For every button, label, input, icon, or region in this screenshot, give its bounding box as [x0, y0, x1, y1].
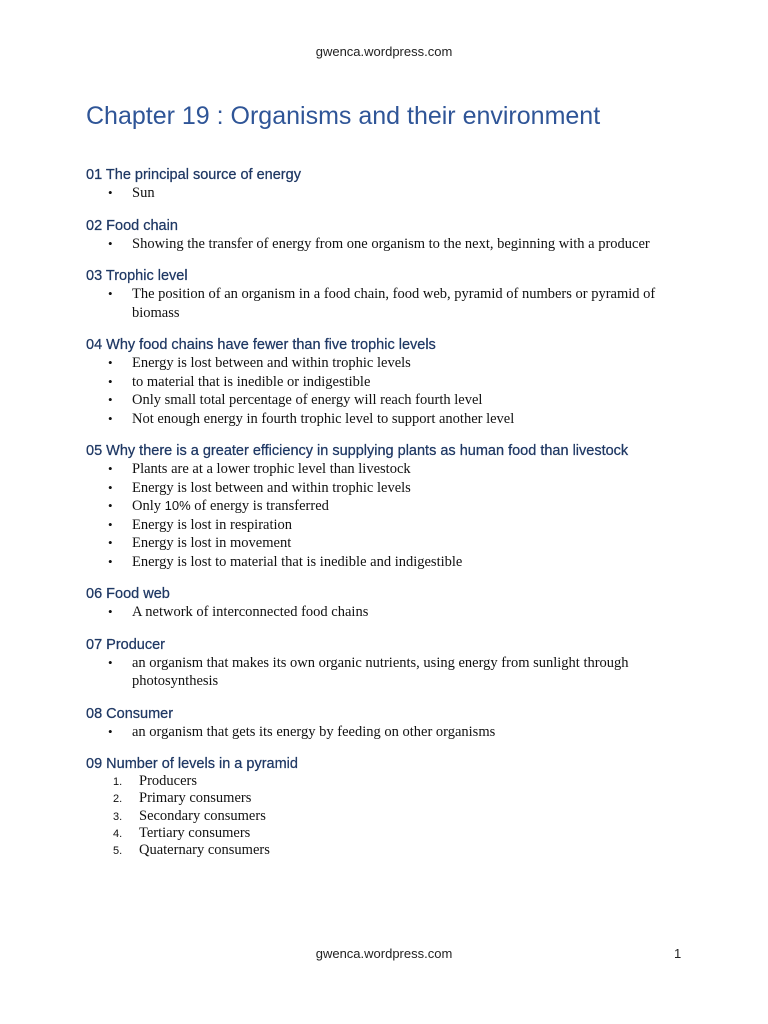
item-number: 2.	[113, 793, 123, 806]
bullet-icon: •	[108, 479, 113, 495]
page-header: gwenca.wordpress.com	[315, 44, 453, 59]
bullet-list	[86, 654, 686, 691]
bullet-list	[86, 460, 686, 571]
list-item-text-after: of energy is transferred	[190, 498, 329, 514]
bullet-list	[86, 723, 686, 742]
section-food-chain	[86, 217, 686, 254]
item-number: 3.	[113, 810, 123, 823]
list-item	[86, 391, 686, 410]
section-heading: 04 Why food chains have fewer than five trophic levels	[86, 337, 436, 353]
section-heading: 07 Producer	[86, 636, 165, 653]
bullet-icon: •	[108, 235, 113, 251]
section-heading: 09 Number of levels in a pyramid	[86, 756, 298, 772]
section-consumer	[86, 705, 686, 742]
list-item	[86, 479, 686, 498]
bullet-icon: •	[108, 723, 113, 739]
bullet-icon: •	[108, 286, 113, 301]
list-item	[86, 516, 686, 535]
page-number: 1	[674, 946, 682, 961]
list-item-text: A network of interconnected food chains	[132, 604, 369, 620]
section-heading: 02 Food chain	[86, 217, 178, 234]
list-item-text: an organism that makes its own organic nutrients, using energy from sunlight through photosynthesis	[132, 654, 629, 689]
page-footer: gwenca.wordpress.com	[315, 946, 453, 961]
numbered-item	[86, 773, 686, 790]
document-title: Chapter 19 : Organisms and their environment	[86, 102, 601, 130]
bullet-list	[86, 603, 686, 622]
section-heading: 03 Trophic level	[86, 268, 188, 284]
list-item-text-before: Only	[132, 498, 165, 514]
section-energy-source	[86, 166, 686, 203]
list-item-text: to material that is inedible or indigestible	[132, 373, 371, 390]
list-item-text: Energy is lost in respiration	[132, 516, 293, 533]
list-item-text: Not enough energy in fourth trophic level to support another level	[132, 410, 515, 427]
bullet-list	[86, 354, 686, 428]
bullet-icon: •	[108, 410, 113, 426]
list-item	[86, 373, 686, 392]
section-producer	[86, 636, 686, 691]
bullet-icon: •	[108, 535, 113, 550]
list-item	[86, 184, 686, 203]
list-item-text: The position of an organism in a food chain, food web, pyramid of numbers or pyramid of biomass	[132, 286, 656, 321]
list-item	[86, 553, 686, 572]
bullet-icon: •	[108, 355, 113, 370]
section-food-web	[86, 585, 686, 622]
section-heading: 08 Consumer	[86, 705, 174, 722]
numbered-item-text: Secondary consumers	[139, 807, 266, 824]
list-item	[86, 603, 686, 622]
bullet-icon: •	[108, 553, 113, 569]
list-item-text: Showing the transfer of energy from one organism to the next, beginning with a producer	[132, 235, 650, 252]
bullet-icon: •	[108, 516, 113, 532]
bullet-icon: •	[108, 498, 113, 513]
numbered-item-text: Producers	[139, 773, 197, 789]
list-item-text: Energy is lost to material that is inedible and indigestible	[132, 553, 463, 570]
list-item	[86, 410, 686, 429]
list-item-text: Only small total percentage of energy will reach fourth level	[132, 392, 483, 408]
list-item-text: Plants are at a lower trophic level than livestock	[132, 461, 411, 477]
numbered-item-text: Tertiary consumers	[139, 824, 251, 841]
list-item	[86, 654, 686, 691]
bullet-icon: •	[108, 461, 113, 476]
list-item-text: Sun	[132, 185, 155, 201]
bullet-icon: •	[108, 392, 113, 407]
section-plant-efficiency	[86, 442, 686, 571]
bullet-list	[86, 235, 686, 254]
list-item	[86, 235, 686, 254]
list-item-text: Energy is lost in movement	[132, 535, 292, 551]
list-item	[86, 460, 686, 479]
section-heading: 01 The principal source of energy	[86, 167, 301, 183]
bullet-list	[86, 285, 686, 322]
section-trophic-level	[86, 267, 686, 322]
numbered-item-text: Primary consumers	[139, 790, 252, 807]
section-heading: 05 Why there is a greater efficiency in supplying plants as human food than livestock	[86, 443, 629, 459]
list-item	[86, 534, 686, 553]
numbered-item-text: Quaternary consumers	[139, 842, 270, 859]
list-item-text: an organism that gets its energy by feeding on other organisms	[132, 723, 496, 740]
numbered-item	[86, 790, 686, 807]
list-item	[86, 285, 686, 322]
numbered-item	[86, 808, 686, 825]
bullet-icon: •	[108, 185, 113, 200]
bullet-icon: •	[108, 373, 113, 389]
list-item	[86, 497, 686, 516]
section-fewer-trophic-levels	[86, 336, 686, 428]
list-item	[86, 354, 686, 373]
item-number: 5.	[113, 845, 123, 858]
numbered-item	[86, 825, 686, 842]
section-heading: 06 Food web	[86, 586, 170, 602]
document-content	[86, 166, 686, 873]
bullet-list	[86, 184, 686, 203]
list-item-text: Energy is lost between and within trophic levels	[132, 355, 411, 371]
list-item-text: Energy is lost between and within trophic levels	[132, 479, 411, 496]
list-item	[86, 723, 686, 742]
percentage-value: 10%	[164, 498, 191, 513]
item-number: 4.	[113, 827, 123, 840]
numbered-item	[86, 842, 686, 859]
section-pyramid-levels	[86, 755, 686, 859]
item-number: 1.	[113, 776, 123, 788]
bullet-icon: •	[108, 654, 113, 670]
bullet-icon: •	[108, 604, 113, 619]
numbered-list	[86, 773, 686, 859]
